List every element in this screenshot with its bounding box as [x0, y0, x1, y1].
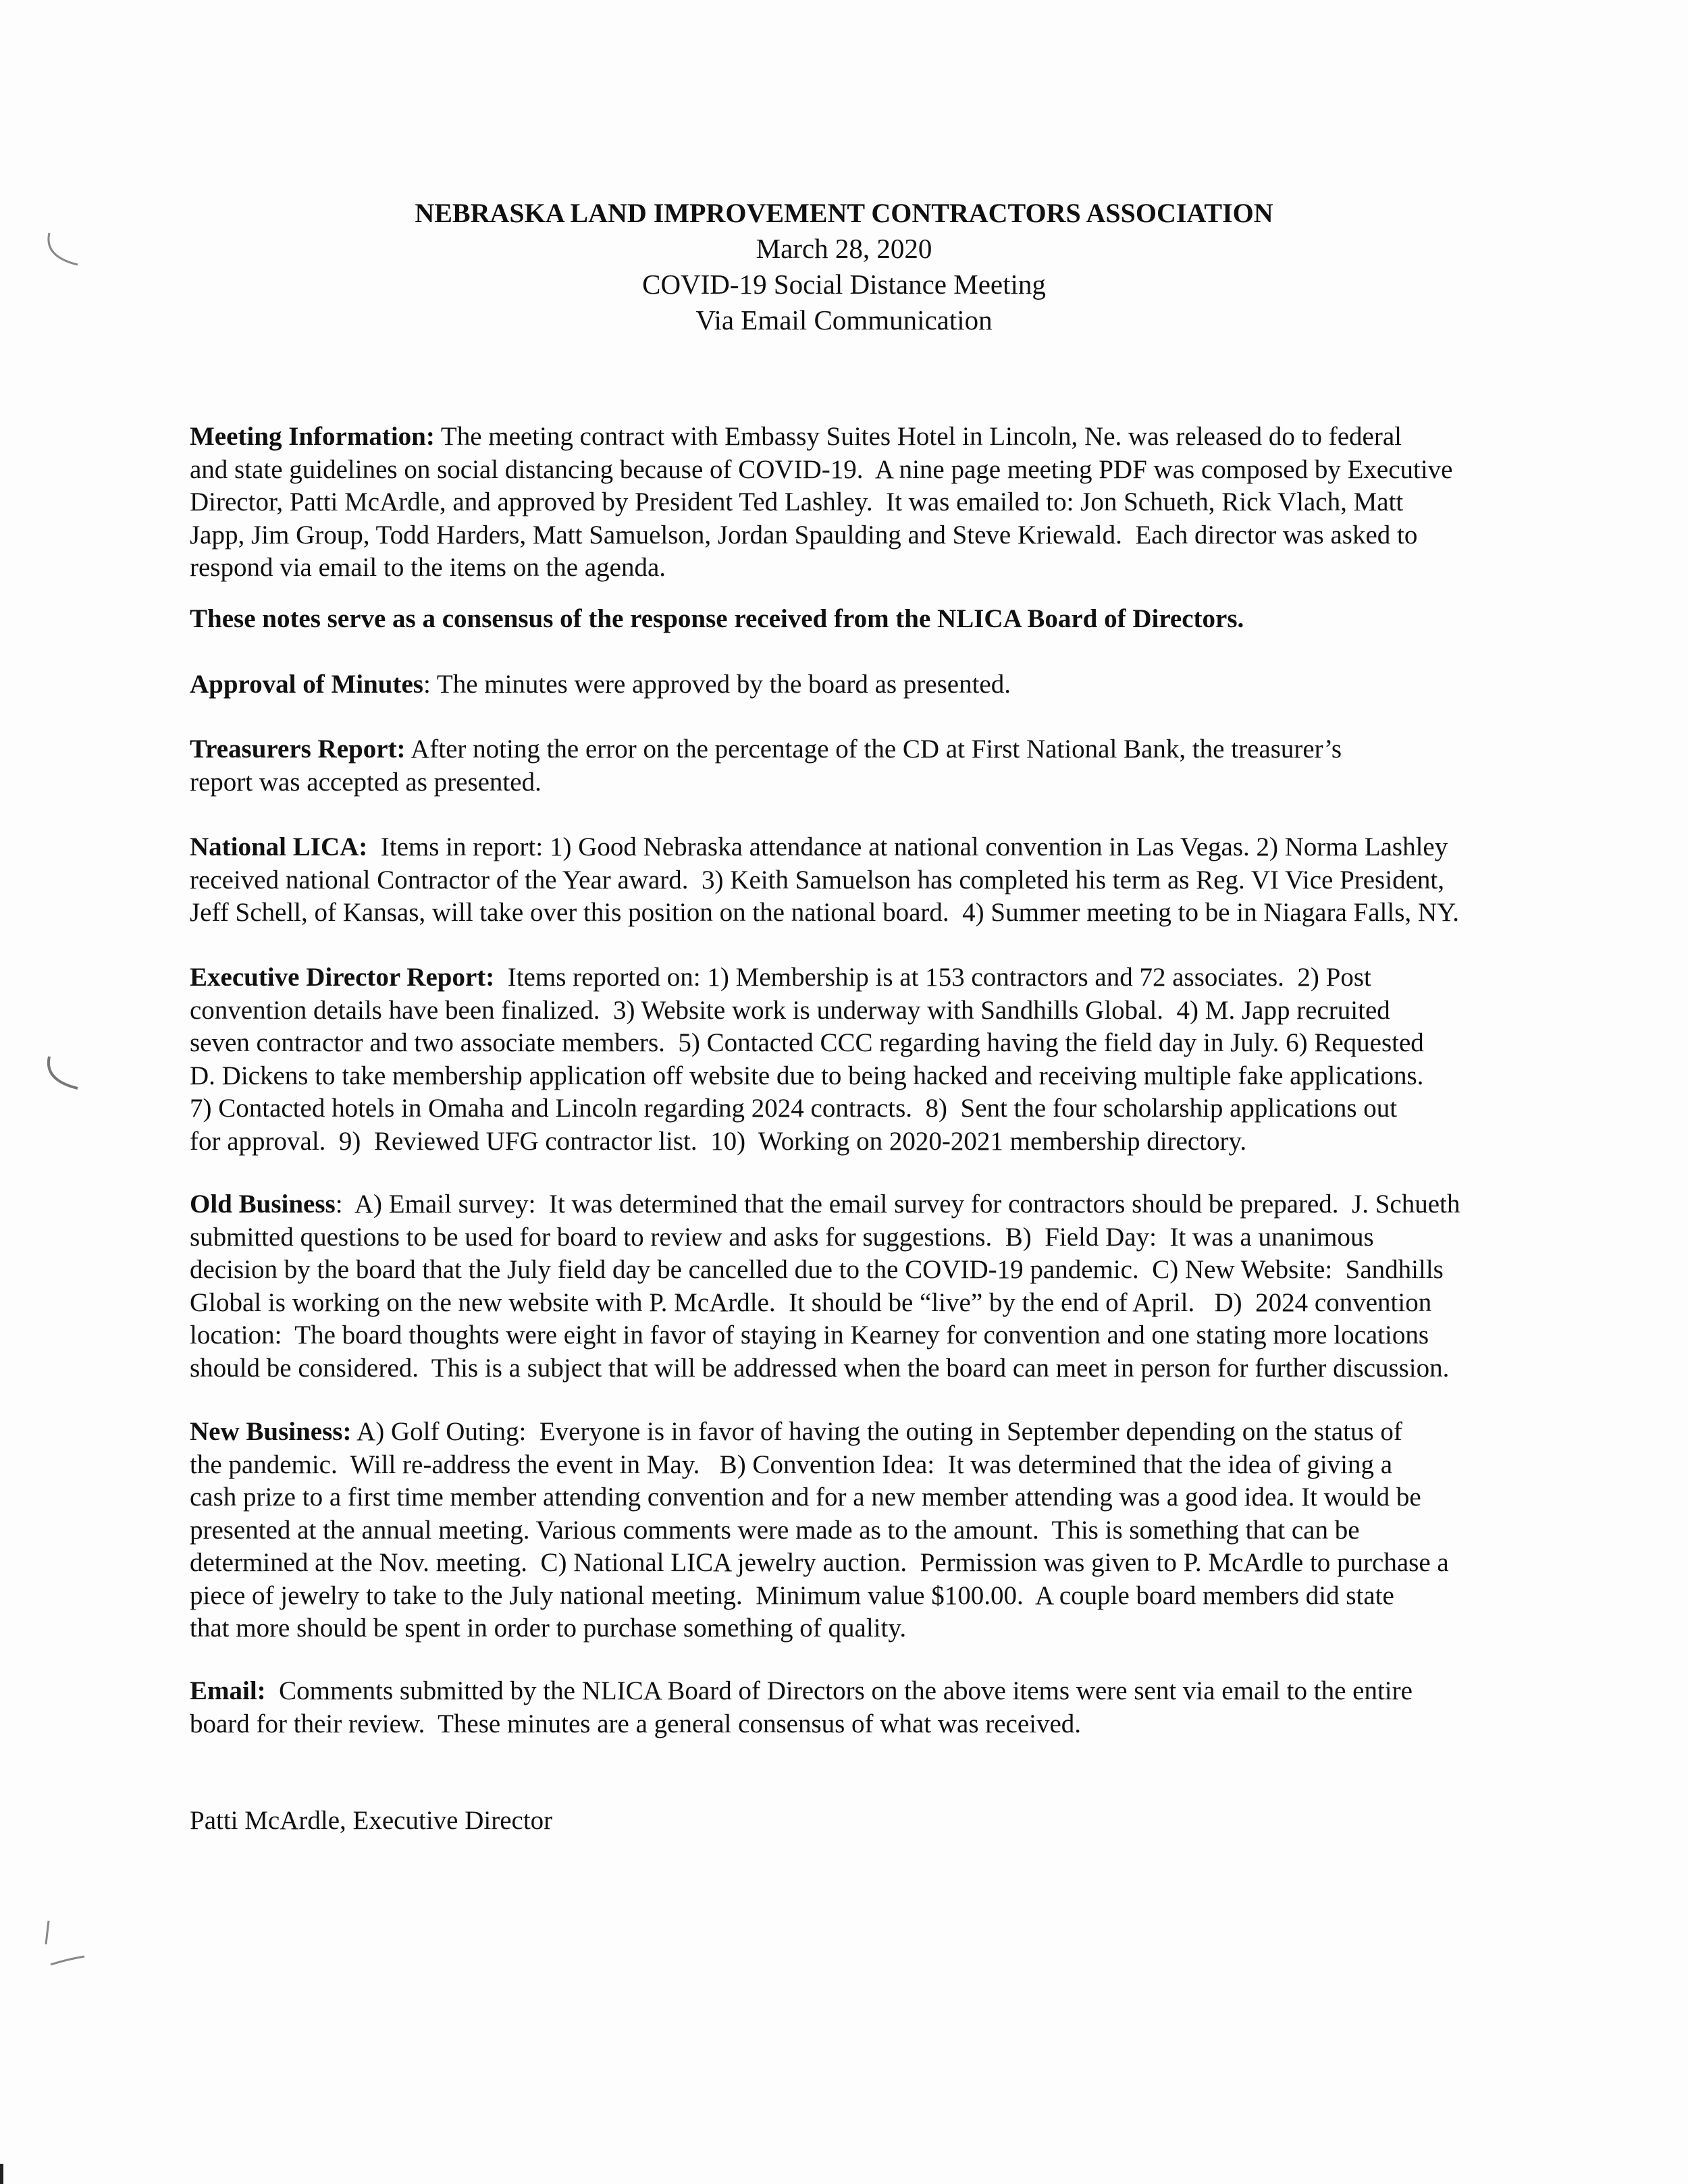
text-line [190, 1188, 1688, 1221]
section-executive-director-report [190, 961, 1688, 1158]
section-text: determined at the Nov. meeting. C) National LICA jewelry auction. Permission was given to P. McArdle to purchase a [190, 1548, 1449, 1577]
text-line [190, 1612, 1688, 1645]
section-text: 7) Contacted hotels in Omaha and Lincoln regarding 2024 contracts. 8) Sent the four scholarship applications out [190, 1094, 1398, 1123]
section-text: Comments submitted by the NLICA Board of Directors on the above items were sent via email to the entire [265, 1676, 1413, 1705]
section-text: board for their review. These minutes are a general consensus of what was received. [190, 1709, 1082, 1738]
text-line [190, 454, 1688, 487]
section-text: the pandemic. Will re-address the event in May. B) Convention Idea: It was determined that the idea of giving a [190, 1449, 1393, 1479]
text-line [190, 1125, 1688, 1158]
text-line [190, 1514, 1688, 1547]
section-text: : The minutes were approved by the board as presented. [423, 670, 1011, 699]
section-text: and state guidelines on social distancing because of COVID-19. A nine page meeting PDF was composed by Executive [190, 454, 1453, 484]
text-line [190, 519, 1688, 552]
text-line [190, 1221, 1688, 1254]
text-line [190, 1805, 1688, 1838]
text-line [190, 897, 1688, 930]
section-text: Items in report: 1) Good Nebraska attendance at national convention in Las Vegas. 2) Norma Lashley [367, 832, 1448, 861]
text-line [190, 831, 1688, 864]
text-line [190, 1060, 1688, 1093]
section-email [190, 1675, 1688, 1740]
section-national-lica [190, 831, 1688, 930]
section-meeting-information [190, 421, 1688, 585]
section-text: report was accepted as presented. [190, 767, 542, 797]
text-line [190, 552, 1688, 585]
text-line [190, 1287, 1688, 1320]
section-text: seven contractor and two associate members. 5) Contacted CCC regarding having the field day in July. 6) Requested [190, 1028, 1424, 1057]
section-text: cash prize to a first time member attending convention and for a new member attending was a good idea. It would be [190, 1483, 1421, 1512]
text-line [190, 1092, 1688, 1125]
text-line [190, 486, 1688, 519]
section-text: Director, Patti McArdle, and approved by President Ted Lashley. It was emailed to: Jon Schueth, Rick Vlach, Matt [190, 487, 1404, 516]
section-text: received national Contractor of the Year award. 3) Keith Samuelson has completed his term as Reg. VI Vice President, [190, 865, 1444, 895]
scan-edge-mark [0, 2164, 3, 2184]
section-text: Patti McArdle, Executive Director [190, 1806, 553, 1835]
scan-punch-mark [37, 1053, 84, 1094]
section-text: that more should be spent in order to purchase something of quality. [190, 1614, 907, 1643]
section-label: Old Business [190, 1190, 336, 1219]
section-text: After noting the error on the percentage of the CD at First National Bank, the treasurer’s [405, 735, 1342, 764]
text-line [190, 1449, 1688, 1482]
text-line [190, 864, 1688, 897]
section-text: presented at the annual meeting. Various comments were made as to the amount. This is something that can be [190, 1515, 1360, 1545]
section-text: Global is working on the new website with P. McArdle. It should be “live” by the end of April. D) 2024 convention [190, 1287, 1432, 1317]
text-line [190, 961, 1688, 994]
section-label: Approval of Minutes [190, 670, 423, 699]
text-line [190, 1547, 1688, 1580]
text-line [190, 1580, 1688, 1613]
section-text: D. Dickens to take membership application off website due to being hacked and receiving multiple fake applications. [190, 1061, 1424, 1090]
section-text: : A) Email survey: It was determined that the email survey for contractors should be prepared. J. Schueth [335, 1190, 1460, 1219]
meeting-type: COVID-19 Social Distance Meeting [642, 269, 1046, 300]
section-treasurers-report [190, 733, 1688, 799]
section-text: Japp, Jim Group, Todd Harders, Matt Samuelson, Jordan Spaulding and Steve Kriewald. Each director was asked to [190, 520, 1418, 550]
text-line [190, 1416, 1688, 1449]
section-label: Meeting Information: [190, 422, 435, 451]
section-text: convention details have been finalized. 3) Website work is underway with Sandhills Global. 4) M. Japp recruited [190, 995, 1390, 1025]
text-line [190, 1027, 1688, 1060]
section-approval-of-minutes [190, 668, 1688, 701]
scan-punch-mark [37, 230, 84, 270]
section-text: submitted questions to be used for board to review and asks for suggestions. B) Field Day: It was a unanimous [190, 1222, 1374, 1252]
text-line [190, 668, 1688, 701]
meeting-medium: Via Email Communication [695, 304, 993, 336]
section-label: These notes serve as a consensus of the response received from the NLICA Board of Directors. [190, 604, 1244, 633]
section-text: decision by the board that the July field day be cancelled due to the COVID-19 pandemic. C) New Website: Sandhills [190, 1255, 1444, 1284]
section-label: Executive Director Report: [190, 963, 495, 992]
text-line [190, 1319, 1688, 1352]
section-text: A) Golf Outing: Everyone is in favor of having the outing in September depending on the status of [351, 1417, 1402, 1446]
section-text: Jeff Schell, of Kansas, will take over this position on the national board. 4) Summer meeting to be in Niagara Falls, NY. [190, 898, 1459, 927]
section-text: should be considered. This is a subject that will be addressed when the board can meet in person for further discussion. [190, 1353, 1450, 1383]
section-label: Treasurers Report: [190, 735, 406, 764]
text-line [190, 603, 1688, 636]
text-line [190, 1481, 1688, 1514]
text-line [190, 733, 1688, 766]
section-label: Email: [190, 1676, 266, 1705]
text-line [190, 1352, 1688, 1385]
section-consensus-note [190, 603, 1688, 636]
section-text: location: The board thoughts were eight in favor of staying in Kearney for convention and one stating more locations [190, 1321, 1429, 1350]
text-line [190, 1254, 1688, 1287]
section-text: for approval. 9) Reviewed UFG contractor list. 10) Working on 2020-2021 membership directory. [190, 1126, 1247, 1156]
section-signature [190, 1805, 1688, 1838]
section-text: respond via email to the items on the agenda. [190, 553, 666, 582]
section-label: National LICA: [190, 832, 368, 861]
text-line [190, 421, 1688, 454]
section-label: New Business: [190, 1417, 352, 1446]
text-line [190, 994, 1688, 1028]
section-text: piece of jewelry to take to the July national meeting. Minimum value $100.00. A couple board members did state [190, 1580, 1394, 1610]
scan-punch-mark [27, 1917, 88, 1978]
section-new-business [190, 1416, 1688, 1645]
section-old-business [190, 1188, 1688, 1385]
section-text: The meeting contract with Embassy Suites Hotel in Lincoln, Ne. was released do to federal [434, 422, 1402, 451]
text-line [190, 766, 1688, 799]
organization-title: NEBRASKA LAND IMPROVEMENT CONTRACTORS ASSOCIATION [415, 198, 1273, 228]
text-line [190, 1708, 1688, 1741]
section-text: Items reported on: 1) Membership is at 153 contractors and 72 associates. 2) Post [494, 963, 1371, 992]
text-line [190, 1675, 1688, 1708]
meeting-date: March 28, 2020 [756, 233, 932, 264]
